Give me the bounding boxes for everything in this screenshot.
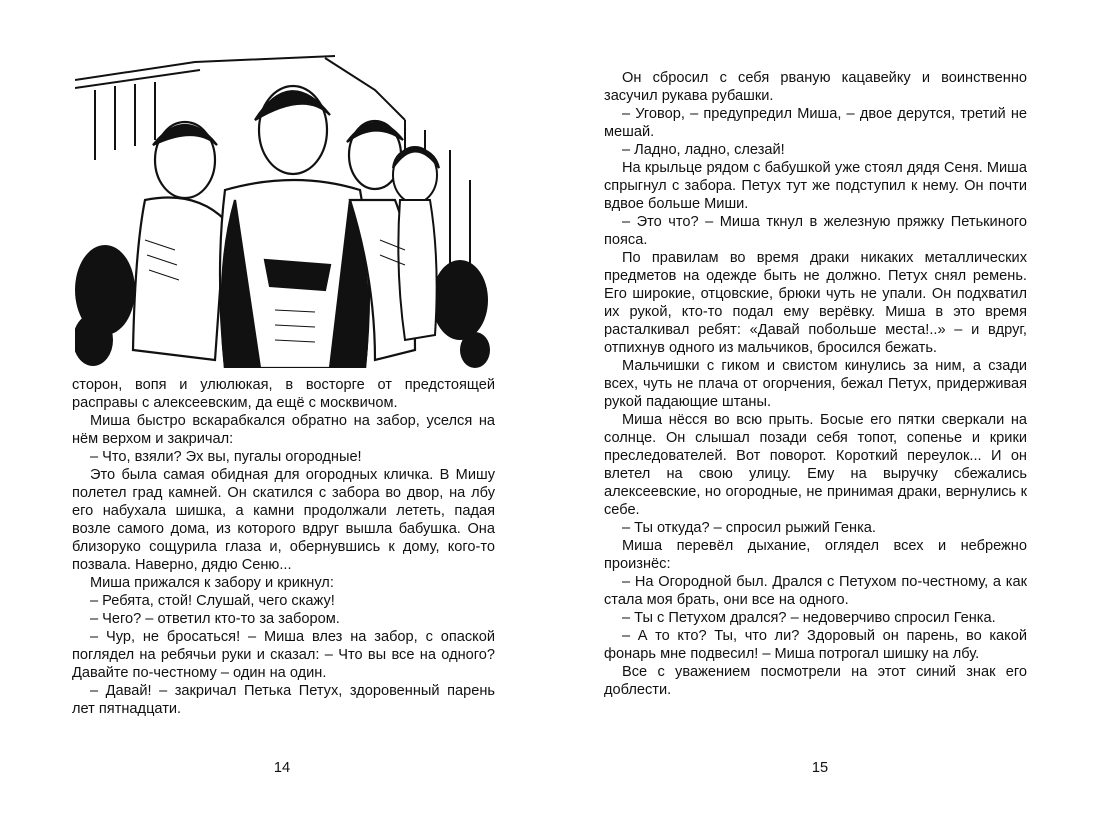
paragraph: – Чего? – ответил кто-то за забором. — [90, 611, 340, 627]
paragraph: Миша прижался к забору и крикнул: — [90, 575, 334, 591]
paragraph: Это была самая обидная для огородных кличка. В Мишу полетел град камней. Он скатился с забора во двор, на лбу его набухала шишка, а камни продолжали лететь, падая возле самого дома, из которого вдруг вышла бабушка. Она близоруко сощурила глаза и, обернувшись к дому, кого-то позвала. Наверно, дядю Сеню... — [72, 467, 495, 573]
paragraph: Мальчишки с гиком и свистом кинулись за ним, а сзади всех, чуть не плача от огорчения, бежал Петух, придерживая рукой падающие штаны. — [604, 358, 1027, 410]
paragraph: – Это что? – Миша ткнул в железную пряжку Петькиного пояса. — [604, 214, 1027, 248]
illustration-boys-group — [75, 50, 490, 368]
paragraph: – Давай! – закричал Петька Петух, здоровенный парень лет пятнадцати. — [72, 683, 495, 717]
paragraph: Миша перевёл дыхание, оглядел всех и небрежно произнёс: — [604, 538, 1027, 572]
paragraph: По правилам во время драки никаких металлических предметов на одежде быть не должно. Петух снял ремень. Его широкие, отцовские, брюки чуть не упали. Он подхватил их рукой, кто-то подал ему верёвку. Миша в это время расталкивал ребят: «Давай побольше места!..» – и вдруг, отпихнув одного из мальчиков, бросился бежать. — [604, 250, 1027, 356]
paragraph: – На Огородной был. Дрался с Петухом по-честному, а как стала моя брать, они все на одного. — [604, 574, 1027, 608]
paragraph: На крыльце рядом с бабушкой уже стоял дядя Сеня. Миша спрыгнул с забора. Петух тут же подступил к нему. Он почти вдвое больше Миши. — [604, 160, 1027, 212]
paragraph: – Уговор, – предупредил Миша, – двое дерутся, третий не мешай. — [604, 106, 1027, 140]
paragraph: – Чур, не бросаться! – Миша влез на забор, с опаской поглядел на ребячьи руки и сказал: – Что вы все на одного? Давайте по-честному – один на один. — [72, 629, 495, 681]
ink-drawing — [75, 50, 490, 368]
paragraph: – Ты откуда? – спросил рыжий Генка. — [622, 520, 876, 536]
paragraph: Все с уважением посмотрели на этот синий знак его доблести. — [604, 664, 1027, 698]
paragraph: – Что, взяли? Эх вы, пугалы огородные! — [90, 449, 362, 465]
paragraph: сторон, вопя и улюлюкая, в восторге от предстоящей расправы с алексеевским, да ещё с москвичом. — [72, 377, 495, 411]
paragraph: Миша нёсся во всю прыть. Босые его пятки сверкали на солнце. Он слышал позади себя топот, сопенье и крики преследователей. Вот поворот. Короткий переулок... И он влетел на свою улицу. Ему на выручку сбежались алексеевские, но огородные, не принимая драки, вернулись к себе. — [604, 412, 1027, 518]
paragraph: Миша быстро вскарабкался обратно на забор, уселся на нём верхом и закричал: — [72, 413, 495, 447]
paragraph: – Ладно, ладно, слезай! — [622, 142, 785, 158]
page-number: 14 — [273, 760, 291, 776]
left-page-text — [72, 376, 495, 718]
page-number: 15 — [811, 760, 829, 776]
right-page-text — [604, 69, 1027, 699]
paragraph: – Ребята, стой! Слушай, чего скажу! — [90, 593, 335, 609]
paragraph: – А то кто? Ты, что ли? Здоровый он парень, во какой фонарь мне подвесил! – Миша потрогал шишку на лбу. — [604, 628, 1027, 662]
paragraph: Он сбросил с себя рваную кацавейку и воинственно засучил рукава рубашки. — [604, 70, 1027, 104]
paragraph: – Ты с Петухом дрался? – недоверчиво спросил Генка. — [622, 610, 996, 626]
